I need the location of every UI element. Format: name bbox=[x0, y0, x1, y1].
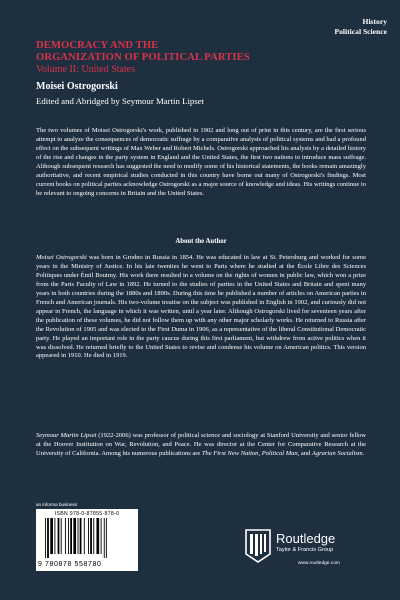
editor-line: Edited and Abridged by Seymour Martin Lipset bbox=[36, 95, 205, 106]
barcode-bar bbox=[68, 518, 69, 554]
barcode-area bbox=[36, 502, 138, 574]
barcode-bar bbox=[78, 518, 79, 554]
book-title-political-man: Political Man bbox=[261, 449, 298, 457]
subject-labels bbox=[334, 17, 387, 36]
barcode-bar bbox=[45, 518, 46, 558]
barcode-bar bbox=[96, 518, 99, 554]
book-title-first-new-nation: The First New Nation bbox=[201, 449, 259, 457]
barcode-bar bbox=[47, 518, 49, 558]
volume-subtitle: Volume II: United States bbox=[36, 64, 135, 76]
book-description: The two volumes of Moisei Ostrogorski's work, published in 1902 and long out of print in this century, are the first serious attempt to analyze the consequences of democratic suffrage by a comparative analysis of political systems and had a profound effect on the subsequent writings of Max Weber and Robert Michels. Ostrogorski approached his analysis by a detailed history of the rise and changes in the party system in England and the United States, the first two nations to introduce mass suffrage. Although subsequent research has suggested the need to modify some of his historical statements, the books remain amazingly authoritative, and recent empirical studies conducted in this country have borne out many of Ostrogorski's findings. Most current books on political parties acknowledge Ostrogorski as a major source of knowledge and ideas. His writings continue to be relevant to ongoing concerns in Britain and the United States. bbox=[36, 127, 366, 197]
barcode-bar bbox=[65, 518, 66, 554]
book-title-agrarian-socialism: Agrarian Socialism bbox=[311, 449, 363, 457]
barcode-bar bbox=[54, 518, 55, 554]
subject-political-science: Political Science bbox=[334, 26, 387, 36]
separator: , bbox=[258, 449, 262, 457]
period: . bbox=[362, 449, 365, 457]
subject-history: History bbox=[362, 17, 387, 26]
publisher-url: www.routledge.com bbox=[298, 561, 340, 566]
barcode-bar bbox=[104, 518, 105, 558]
editor-bio-lipset bbox=[36, 432, 366, 459]
barcode-bar bbox=[58, 518, 60, 554]
barcode-bar bbox=[93, 518, 94, 554]
barcode-bar bbox=[61, 518, 62, 554]
informa-imprint: an informa business bbox=[36, 502, 78, 507]
bio-text: was born in Grodno in Russia in 1854. He was educated in law at St. Petersburg and worked for some years in the Ministry of Justice. In his late twenties he went to Paris where he studied at the École Libre des Sciences Politiques under Émil Boutmy. His work there resulted in a volume on the rights of women in public law, which won a prize from the Paris Faculty of Law in 1892. He turned to the studies of parties in the United States and Britain and spent many years in both countries during the 1880s and 1890s. During this time he published a number of articles on American parties in French and American journals. His two-volume treatise on the subject was published in English in 1902, and curiously did not appear in French, the language in which it was written, until a year later. Although Ostrogorski lived for seventeen years after the publication of these volumes, he did not follow them up with any other major scholarly works. He returned to Russia after the Revolution of 1905 and was elected to the First Duma in 1906, as a representative of the liberal Constitutional Democratic party. He played an important role in the party caucus during this first parliament, but withdrew from active politics when it was dissolved. He returned briefly to the United States to revise and condense his volume on American politics. This version appeared in 1910. He died in 1919. bbox=[36, 254, 366, 360]
bio-author-name: Moisei Ostrogorski bbox=[36, 254, 87, 261]
barcode-bar bbox=[101, 518, 102, 554]
barcode-bar bbox=[84, 518, 85, 554]
author-bio-ostrogorski bbox=[36, 254, 366, 361]
author-name: Moisei Ostrogorski bbox=[36, 80, 118, 92]
isbn-label: ISBN 978-0-87855-878-0 bbox=[54, 511, 120, 517]
barcode-box bbox=[36, 509, 138, 571]
barcode-icon bbox=[44, 518, 132, 558]
publisher-group: Taylor & Francis Group bbox=[276, 547, 334, 553]
bio-editor-name: Seymour Martin Lipset bbox=[36, 432, 97, 439]
separator: , and bbox=[297, 449, 312, 457]
bio-text: (1922-2006) was professor of political science and sociology at Stanford University and senior fellow at the Hoover Institution on War, Revolution, and Peace. He was director at the Center for Comparative Research at the University of California. Among his numerous publications are bbox=[36, 432, 366, 457]
publisher-name: Routledge bbox=[276, 531, 336, 546]
routledge-logo-icon bbox=[244, 528, 272, 564]
book-title-line-1: DEMOCRACY AND THE bbox=[36, 40, 159, 51]
title-block bbox=[36, 40, 366, 107]
barcode-bar bbox=[50, 518, 53, 554]
barcode-bar bbox=[90, 518, 92, 554]
publisher-logo bbox=[244, 528, 384, 572]
barcode-bar bbox=[73, 518, 76, 554]
about-author-heading: About the Author bbox=[175, 238, 227, 245]
barcode-bar bbox=[106, 518, 107, 558]
barcode-bar bbox=[88, 518, 89, 554]
barcode-bar bbox=[70, 518, 72, 554]
barcode-bar bbox=[80, 518, 82, 554]
book-title-line-2: ORGANIZATION OF POLITICAL PARTIES bbox=[36, 52, 250, 64]
barcode-number: 9 780878 558780 bbox=[38, 561, 102, 568]
